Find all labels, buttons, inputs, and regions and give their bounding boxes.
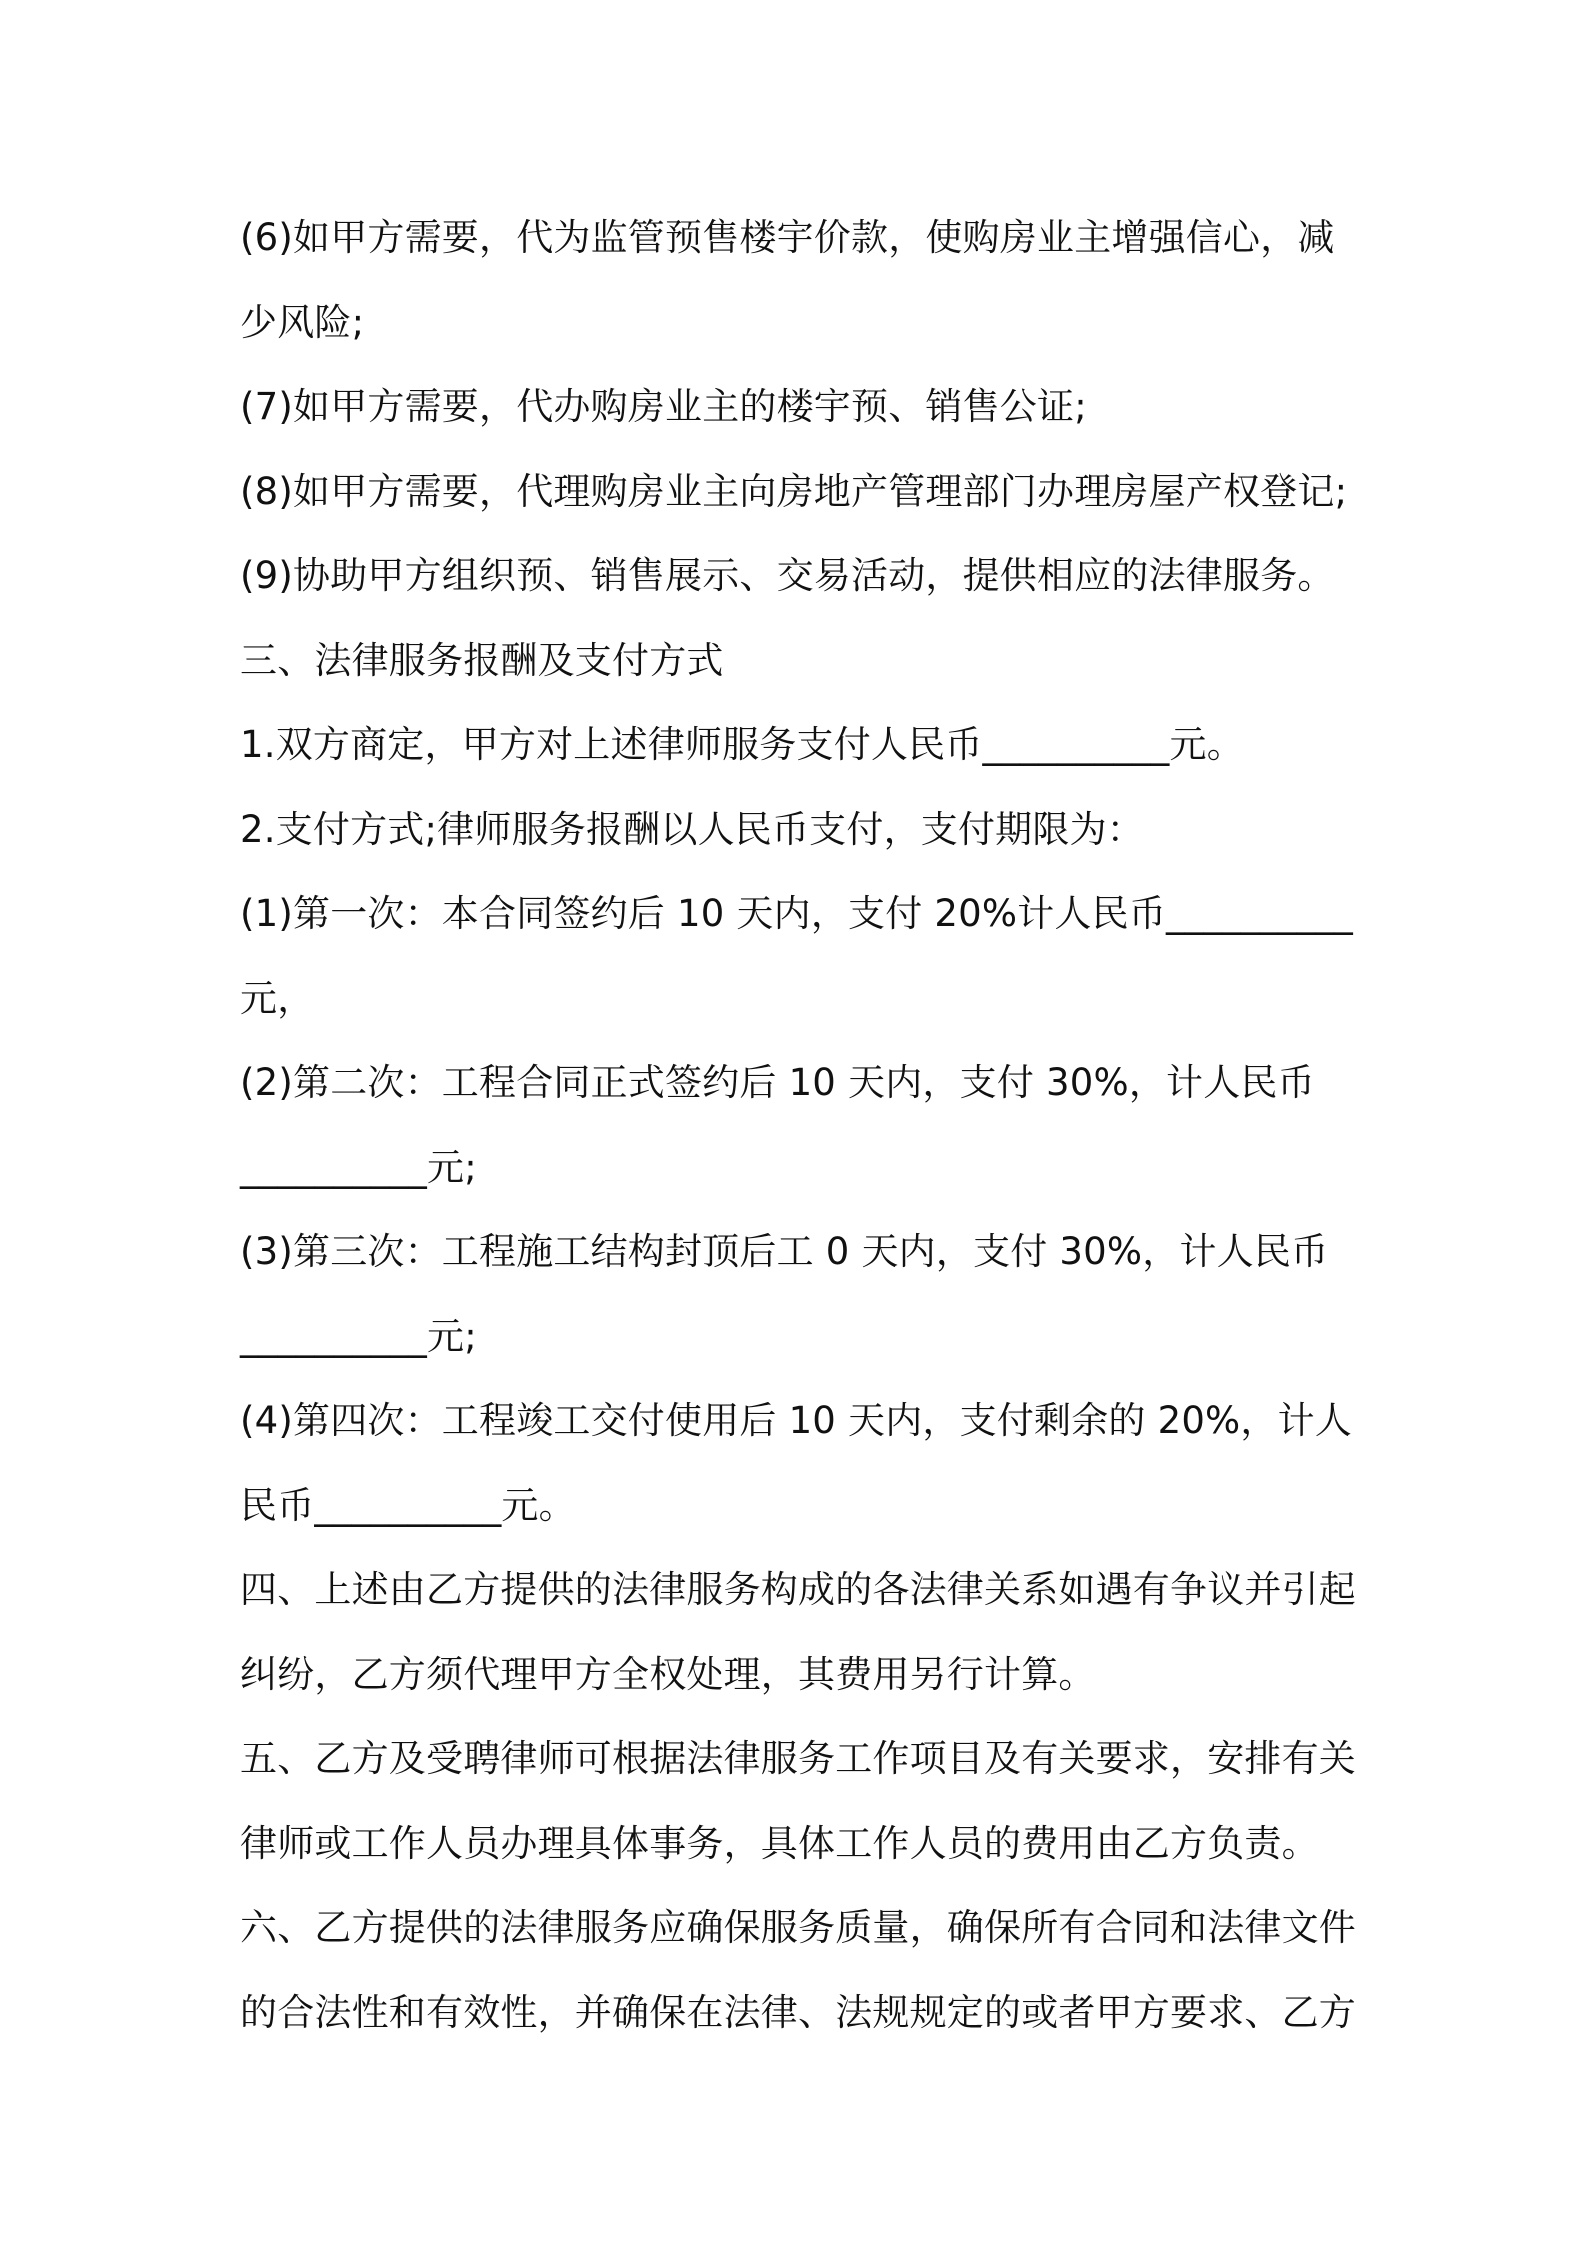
text-line: 的合法性和有效性，并确保在法律、法规规定的或者甲方要求、乙方	[240, 1990, 1356, 2034]
text-line: 元，	[240, 976, 315, 1020]
section-heading: 三、法律服务报酬及支付方式	[240, 638, 724, 682]
text-line: (7)如甲方需要，代办购房业主的楼宇预、销售公证;	[240, 385, 1087, 428]
text-line: (8)如甲方需要，代理购房业主向房地产管理部门办理房屋产权登记;	[240, 469, 1348, 513]
text-line: 1.双方商定，甲方对上述律师服务支付人民币__________元。	[240, 723, 1244, 766]
text-line: __________元;	[240, 1145, 477, 1189]
text-line: 2.支付方式;律师服务报酬以人民币支付，支付期限为：	[240, 807, 1144, 851]
text-line: (3)第三次：工程施工结构封顶后工 0 天内，支付 30%，计人民币	[240, 1230, 1329, 1273]
text-line: 少风险;	[240, 300, 365, 344]
text-line: (4)第四次：工程竣工交付使用后 10 天内，支付剩余的 20%，计人	[240, 1399, 1353, 1442]
text-line: 纠纷，乙方须代理甲方全权处理，其费用另行计算。	[240, 1652, 1096, 1696]
text-line: 民币__________元。	[240, 1483, 576, 1527]
document-body	[240, 196, 1370, 2055]
text-line: 五、乙方及受聘律师可根据法律服务工作项目及有关要求，安排有关	[240, 1737, 1356, 1780]
text-line: __________元;	[240, 1314, 477, 1358]
text-line: (1)第一次：本合同签约后 10 天内，支付 20%计人民币__________	[240, 892, 1354, 935]
text-line: 四、上述由乙方提供的法律服务构成的各法律关系如遇有争议并引起	[240, 1568, 1356, 1611]
text-line: (6)如甲方需要，代为监管预售楼宇价款，使购房业主增强信心，减	[240, 216, 1335, 259]
text-line: (2)第二次：工程合同正式签约后 10 天内，支付 30%，计人民币	[240, 1061, 1315, 1104]
text-line: 律师或工作人员办理具体事务，具体工作人员的费用由乙方负责。	[240, 1821, 1319, 1865]
text-line: 六、乙方提供的法律服务应确保服务质量，确保所有合同和法律文件	[240, 1906, 1356, 1949]
text-line: (9)协助甲方组织预、销售展示、交易活动，提供相应的法律服务。	[240, 554, 1335, 597]
